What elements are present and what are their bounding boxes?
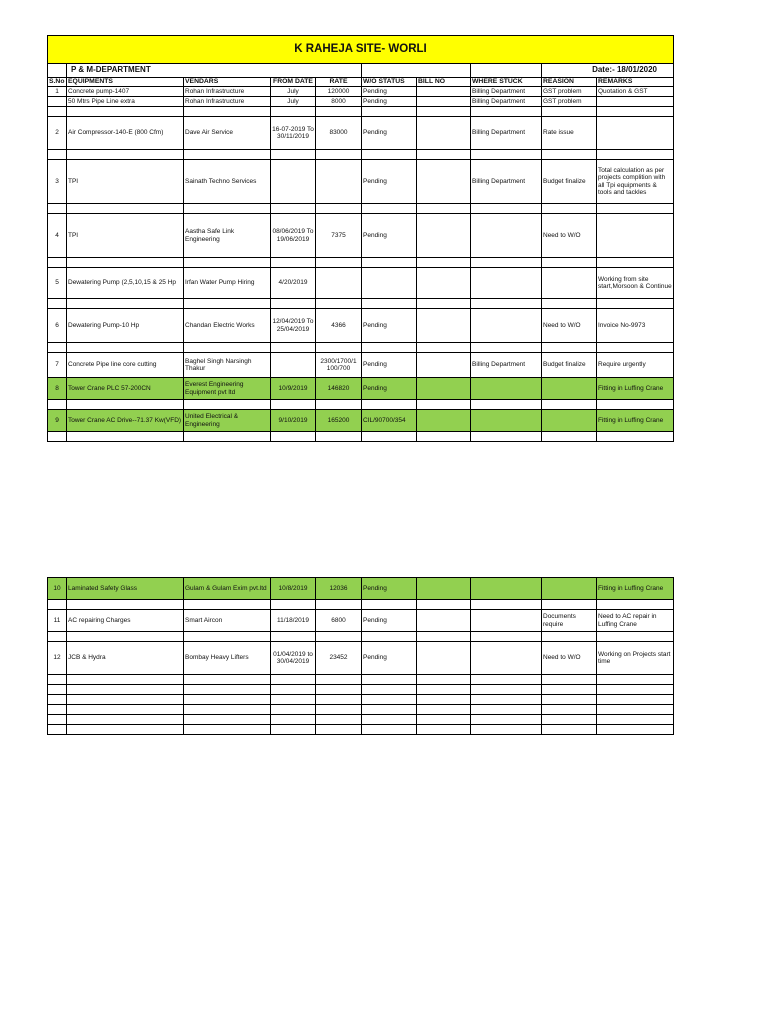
table-row: 11 AC repairing Charges Smart Aircon 11/18/2019 6800 Pending Documents require Need to AC repair in Luffing Crane — [48, 610, 674, 632]
col-header: RATE — [316, 78, 362, 87]
col-header: FROM DATE — [271, 78, 316, 87]
table-row: 1 Concrete pump-1407 Rohan Infrastructure July 120000 Pending Billing Department GST problem Quotation & GST — [48, 87, 674, 97]
table-row: 7 Concrete Pipe line core cutting Baghel Singh Narsingh Thakur 2300/1700/1 100/700 Pending Billing Department Budget finalize Require urgently — [48, 353, 674, 378]
col-header: REMARKS — [597, 78, 674, 87]
department-label: P & M-DEPARTMENT — [67, 64, 362, 78]
col-header: VENDARS — [184, 78, 271, 87]
table-row: 3 TPI Sainath Techno Services Pending Billing Department Budget finalize Total calculation as per projects complition with all Tpi equipments & tools and tackles — [48, 160, 674, 204]
col-header: S.No — [48, 78, 67, 87]
sheet-title: K RAHEJA SITE- WORLI — [48, 36, 674, 64]
table-row: 12 JCB & Hydra Bombay Heavy Lifters 01/04/2019 to 30/04/2019 23452 Pending Need to W/O Working on Projects start time — [48, 642, 674, 675]
sheet-table-top — [47, 35, 674, 442]
table-row: 50 Mtrs Pipe Line extra Rohan Infrastructure July 8000 Pending Billing Department GST problem — [48, 97, 674, 107]
table-row: 9 Tower Crane AC Drive--71.37 Kw(VFD) United Electrical & Engineering 9/10/2019 165200 CIL/90700/354 Fitting in Luffing Crane — [48, 410, 674, 432]
table-row: 10 Laminated Safety Glass Gulam & Gulam Exim pvt.ltd 10/8/2019 12036 Pending Fitting in Luffing Crane — [48, 578, 674, 600]
table-row: 8 Tower Crane PLC 57-200CN Everest Engineering Equipment pvt ltd 10/9/2019 146820 Pending Fitting in Luffing Crane — [48, 378, 674, 400]
sheet-table-bottom — [47, 577, 674, 735]
col-header: REASION — [542, 78, 597, 87]
col-header: WHERE STUCK — [471, 78, 542, 87]
date-label: Date:- 18/01/2020 — [542, 64, 674, 78]
table-row: 4 TPI Aastha Safe Link Engineering 08/06/2019 To 19/06/2019 7375 Pending Need to W/O — [48, 214, 674, 258]
table-row: 6 Dewatering Pump-10 Hp Chandan Electric Works 12/04/2019 To 25/04/2019 4366 Pending Need to W/O Invoice No-9973 — [48, 309, 674, 343]
col-header: W/O STATUS — [362, 78, 417, 87]
col-header: EQUIPMENTS — [67, 78, 184, 87]
header-row — [48, 78, 674, 87]
col-header: BILL NO — [417, 78, 471, 87]
table-row: 2 Air Compressor-140-E (800 Cfm) Dave Air Service 16-07-2019 To 30/11/2019 83000 Pending Billing Department Rate issue — [48, 117, 674, 150]
table-row: 5 Dewatering Pump (2,5,10,15 & 25 Hp Irfan Water Pump Hiring 4/20/2019 Working from site start,Morsoon & Continue — [48, 268, 674, 299]
